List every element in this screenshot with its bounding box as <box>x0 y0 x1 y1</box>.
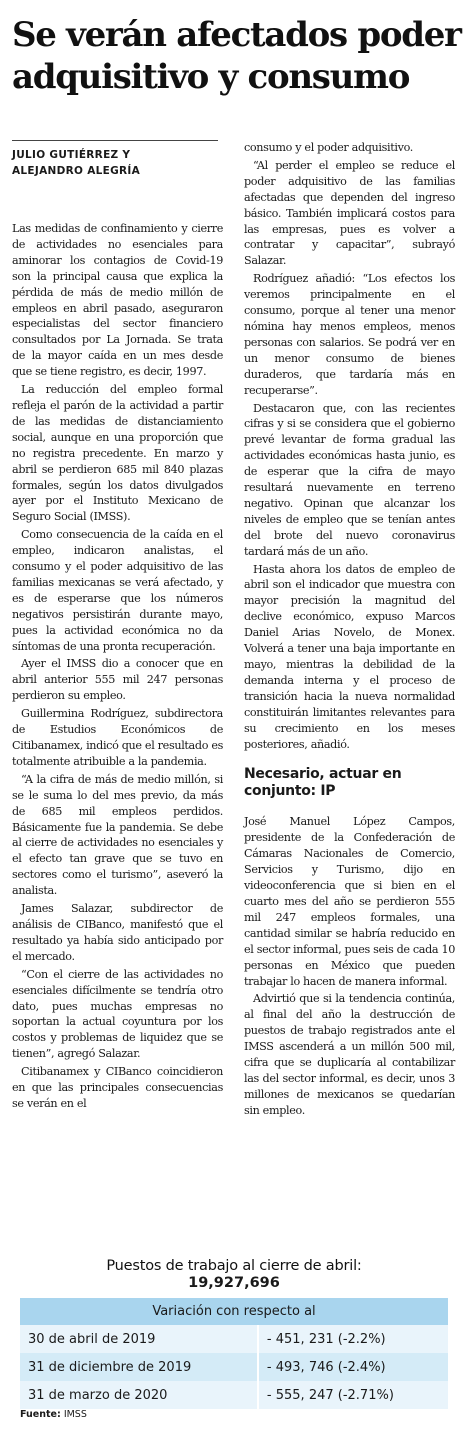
paragraph: Las medidas de confinamiento y cierre de actividades no esenciales para aminorar los contagios de Covid-19 son la principal causa que explica la pérdida de más de medio millón de empleos en abril pasado, aseguraron especialistas del sector financiero consultados por La Jornada. Se trata de la mayor caída en un mes desde que se tiene registro, es decir, 1997. <box>12 222 223 379</box>
paragraph: James Salazar, subdirector de análisis de CIBanco, manifestó que el resultado ya había sido anticipado por el mercado. <box>12 902 223 963</box>
paragraph: Rodríguez añadió: “Los efectos los veremos principalmente en el consumo, porque al tener una menor nómina hay menos empleos, menos personas con salarios. Se podrá ver en un menor consumo de bienes duraderos, que tardaría más en recuperarse”. <box>244 272 455 397</box>
paragraph: Citibanamex y CIBanco coincidieron en que las principales consecuencias se verán en el <box>12 1065 223 1110</box>
paragraph: “A la cifra de más de medio millón, si se le suma lo del mes previo, da más de 685 mil empleos perdidos. Básicamente fue la pandemia. Se debe al cierre de actividades no esenciales y el efecto tan grave que se tuvo en sectores como el turismo”, aseveró la analista. <box>12 772 223 898</box>
paragraph: La reducción del empleo formal refleja el parón de la actividad a partir de las medidas de distanciamiento social, aunque en una proporción que no registra precedente. En marzo y abril se perdieron 685 mil 840 plazas formales, según los datos divulgados ayer por el Instituto Mexicano de Seguro Social (IMSS). <box>12 383 223 524</box>
paragraph: Guillermina Rodríguez, subdirectora de Estudios Económicos de Citibanamex, indicó que el resultado es totalmente atribuible a la pandemia. <box>12 707 223 768</box>
source-value: IMSS <box>63 1409 87 1420</box>
paragraph: José Manuel López Campos, presidente de la Confederación de Cámaras Nacionales de Comercio, Servicios y Turismo, dijo en videoconferencia que si bien en el cuarto mes del año se perdieron 555 mil 247 empleos formales, una cantidad similar se habría reducido en el sector informal, pues seis de cada 10 personas en México que pueden trabajar lo hacen de manera informal. <box>244 815 455 988</box>
table-row <box>20 1353 448 1381</box>
byline-line: JULIO GUTIÉRREZ Y <box>12 149 131 161</box>
table-row <box>20 1381 448 1409</box>
article-column-1 <box>12 140 223 1114</box>
paragraph: Hasta ahora los datos de empleo de abril son el indicador que muestra con mayor precisión la magnitud del declive económico, expuso Marcos Daniel Arias Novelo, de Monex. Volverá a tener una baja importante en mayo, mientras la debilidad de la demanda interna y el proceso de transición hacia la nueva normalidad constituirán limitantes relevantes para su crecimiento en los meses posteriores, añadió. <box>244 562 455 751</box>
box-title: Puestos de trabajo al cierre de abril: <box>106 1258 362 1274</box>
byline-divider <box>12 140 218 141</box>
paragraph: “Con el cierre de las actividades no esenciales difícilmente se tendría otro dato, pues muchas empresas no soportan la actual coyuntura por los costos y problemas de liquidez que se tienen”, agregó Salazar. <box>12 967 223 1061</box>
row-value: - 555, 247 (-2.71%) <box>258 1381 448 1409</box>
byline <box>12 147 223 179</box>
column-2-body-top <box>244 140 455 752</box>
row-date: 31 de diciembre de 2019 <box>20 1353 258 1381</box>
row-value: - 493, 746 (-2.4%) <box>258 1353 448 1381</box>
paragraph: consumo y el poder adquisitivo. <box>244 141 414 154</box>
column-2-body-bottom <box>244 814 455 1118</box>
table-row <box>20 1325 448 1353</box>
source-label: Fuente: <box>20 1409 61 1420</box>
column-1-body <box>12 221 223 1112</box>
box-total: 19,927,696 <box>188 1275 280 1291</box>
paragraph: Ayer el IMSS dio a conocer que en abril anterior 555 mil 247 personas perdieron su empleo. <box>12 657 223 703</box>
row-date: 30 de abril de 2019 <box>20 1325 258 1353</box>
paragraph: Como consecuencia de la caída en el empleo, indicaron analistas, el consumo y el poder adquisitivo de las familias mexicanas se verá afectado, y es de esperarse que los números negativos persistirán durante mayo, pues la actividad económica no da síntomas de una pronta recuperación. <box>12 528 223 653</box>
table-header: Variación con respecto al <box>20 1298 448 1325</box>
row-date: 31 de marzo de 2020 <box>20 1381 258 1409</box>
row-value: - 451, 231 (-2.2%) <box>258 1325 448 1353</box>
employment-data-box <box>20 1258 448 1409</box>
paragraph: Destacaron que, con las recientes cifras y si se considera que el gobierno prevé levantar de forma gradual las actividades económicas hasta junio, es de esperar que la cifra de mayo resultará nuevamente en terreno negativo. Opinan que alcanzar los niveles de empleo que se tenían antes del brote del nuevo coronavirus tardará más de un año. <box>244 401 455 558</box>
paragraph: “Al perder el empleo se reduce el poder adquisitivo de las familias afectadas que dependen del ingreso básico. También implicará costos para las empresas, pues es volver a contratar y capacitar”, subrayó Salazar. <box>244 158 455 268</box>
variation-table <box>20 1298 448 1409</box>
paragraph: Advirtió que si la tendencia continúa, al final del año la destrucción de puestos de trabajo registrados ante el IMSS ascenderá a un millón 500 mil, cifra que se duplicaría al contabilizar las del sector informal, es decir, unos 3 millones de mexicanos se quedarían sin empleo. <box>244 992 455 1117</box>
source-note <box>20 1409 87 1421</box>
article-headline: Se verán afectados poder adquisitivo y consumo <box>12 15 461 97</box>
subheading: Necesario, actuar en conjunto: IP <box>244 766 402 800</box>
article-column-2 <box>244 140 455 1121</box>
byline-line: ALEJANDRO ALEGRÍA <box>12 165 141 177</box>
